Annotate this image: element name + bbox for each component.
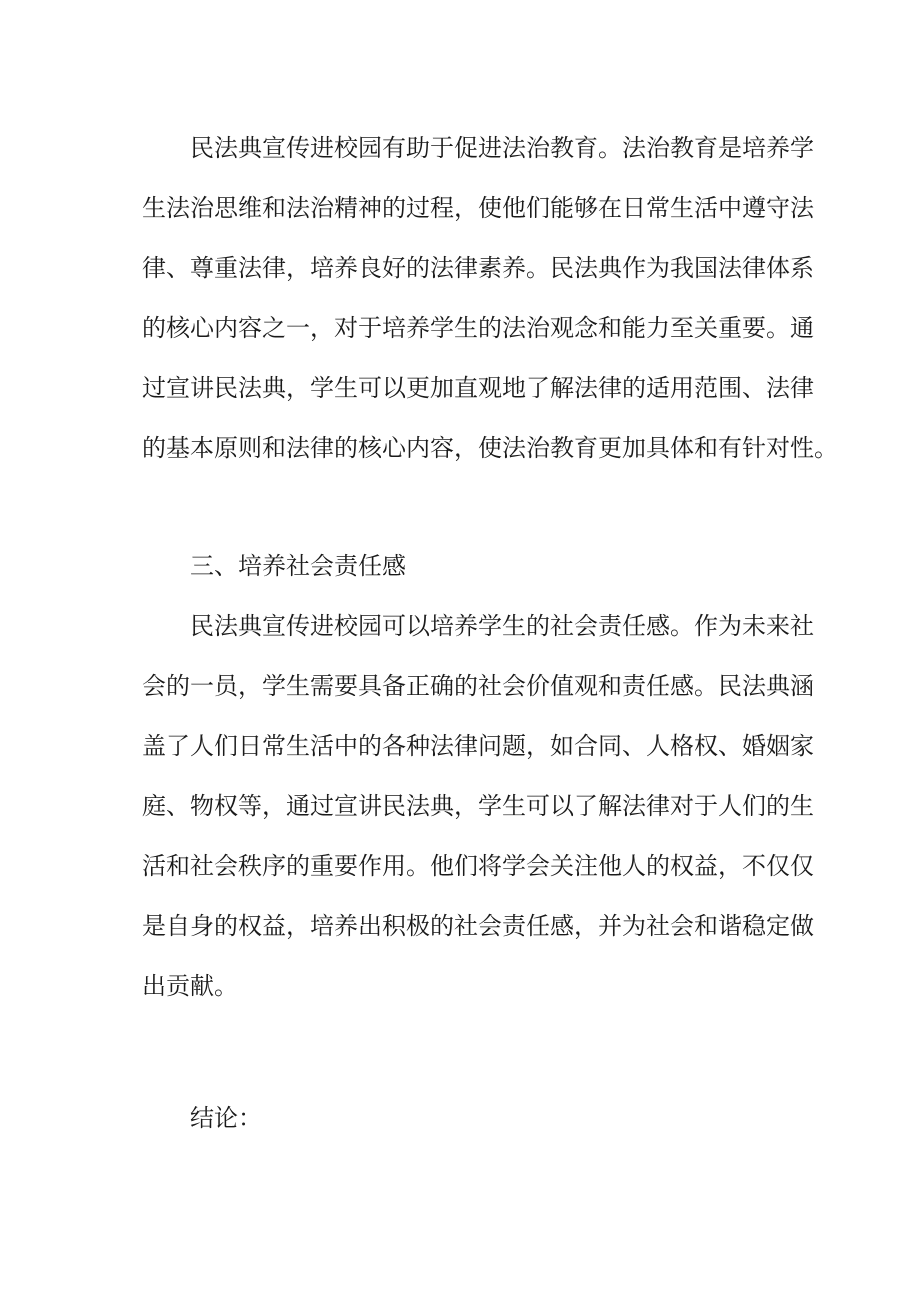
paragraph-line: 庭、物权等，通过宣讲民法典，学生可以了解法律对于人们的生 <box>142 792 814 820</box>
paragraph-line: 的基本原则和法律的核心内容，使法治教育更加具体和有针对性。 <box>142 434 838 462</box>
paragraph-line: 会的一员，学生需要具备正确的社会价值观和责任感。民法典涵 <box>142 672 814 700</box>
section-heading: 三、培养社会责任感 <box>190 552 406 580</box>
paragraph-line: 律、尊重法律，培养良好的法律素养。民法典作为我国法律体系 <box>142 254 814 282</box>
paragraph-line: 是自身的权益，培养出积极的社会责任感，并为社会和谐稳定做 <box>142 912 814 940</box>
paragraph-line: 生法治思维和法治精神的过程，使他们能够在日常生活中遵守法 <box>142 194 814 222</box>
paragraph-line: 活和社会秩序的重要作用。他们将学会关注他人的权益，不仅仅 <box>142 852 814 880</box>
paragraph-line: 出贡献。 <box>142 972 238 1000</box>
conclusion-heading: 结论： <box>190 1104 262 1132</box>
paragraph-line: 过宣讲民法典，学生可以更加直观地了解法律的适用范围、法律 <box>142 374 814 402</box>
paragraph-line: 盖了人们日常生活中的各种法律问题，如合同、人格权、婚姻家 <box>142 732 814 760</box>
paragraph-line: 的核心内容之一，对于培养学生的法治观念和能力至关重要。通 <box>142 314 814 342</box>
paragraph-line: 民法典宣传进校园有助于促进法治教育。法治教育是培养学 <box>190 134 814 162</box>
paragraph-line: 民法典宣传进校园可以培养学生的社会责任感。作为未来社 <box>190 612 814 640</box>
